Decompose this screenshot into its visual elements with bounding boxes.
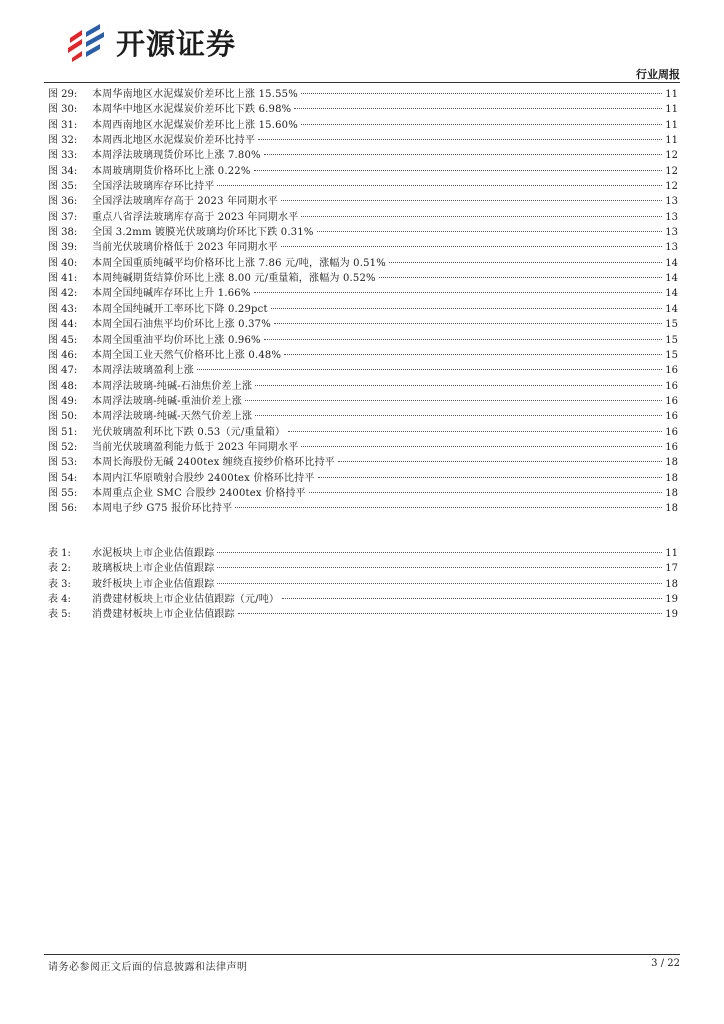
toc-entry-label: 图 37: xyxy=(48,211,78,223)
toc-dot-leader xyxy=(235,507,662,508)
toc-entry-page[interactable]: 14 xyxy=(665,273,678,285)
toc-entry-page[interactable]: 11 xyxy=(665,89,678,100)
toc-entry-title[interactable]: 本周全国石油焦平均价环比上涨 0.37% xyxy=(92,319,271,331)
toc-entry-page[interactable]: 15 xyxy=(665,334,678,346)
toc-entry-title[interactable]: 水泥板块上市企业估值跟踪 xyxy=(92,548,215,559)
toc-dot-leader xyxy=(281,246,662,247)
toc-dot-leader xyxy=(264,154,663,155)
toc-dot-leader xyxy=(284,354,662,355)
figure-toc-entry[interactable] xyxy=(44,409,682,424)
toc-entry-title[interactable]: 全国 3.2mm 镀膜光伏玻璃均价环比下跌 0.31% xyxy=(92,227,314,239)
toc-entry-label: 图 29: xyxy=(48,89,78,100)
report-type-label: 行业周报 xyxy=(636,68,680,81)
toc-entry-title[interactable]: 全国浮法玻璃库存环比持平 xyxy=(92,181,215,193)
toc-entry-title[interactable]: 本周华中地区水泥煤炭价差环比下跌 6.98% xyxy=(92,104,292,116)
toc-dot-leader xyxy=(288,431,662,432)
toc-entry-title[interactable]: 本周长海股份无碱 2400tex 缠绕直接纱价格环比持平 xyxy=(92,457,335,469)
toc-entry-page[interactable]: 16 xyxy=(665,380,678,392)
brand-mark-icon xyxy=(66,24,108,62)
toc-dot-leader xyxy=(258,139,662,140)
table-toc-entry[interactable] xyxy=(44,592,682,607)
toc-entry-title[interactable]: 光伏玻璃盈利环比下跌 0.53（元/重量箱） xyxy=(92,426,286,438)
toc-entry-label: 图 42: xyxy=(48,288,78,300)
toc-entry-page[interactable]: 11 xyxy=(665,104,678,116)
toc-entry-page[interactable]: 18 xyxy=(665,472,678,484)
toc-entry-label: 图 33: xyxy=(48,150,78,162)
toc-entry-title[interactable]: 本周玻璃期货价格环比上涨 0.22% xyxy=(92,165,251,177)
toc-entry-title[interactable]: 本周全国纯碱开工率环比下降 0.29pct xyxy=(92,303,268,315)
toc-entry-label: 图 52: xyxy=(48,441,78,453)
toc-entry-title[interactable]: 玻纤板块上市企业估值跟踪 xyxy=(92,578,215,590)
toc-entry-title[interactable]: 本周全国重油平均价环比上涨 0.96% xyxy=(92,334,261,346)
toc-entry-label: 图 40: xyxy=(48,257,78,269)
footer-disclaimer: 请务必参阅正文后面的信息披露和法律声明 xyxy=(48,962,248,973)
figure-toc-entry[interactable] xyxy=(44,87,682,102)
toc-dot-leader xyxy=(301,124,662,125)
figure-toc-entry[interactable] xyxy=(44,240,682,255)
toc-entry-page[interactable]: 15 xyxy=(665,349,678,361)
toc-entry-page[interactable]: 19 xyxy=(665,594,678,606)
toc-entry-page[interactable]: 13 xyxy=(665,196,678,208)
toc-dot-leader xyxy=(271,308,663,309)
toc-entry-page[interactable]: 18 xyxy=(665,503,678,515)
toc-entry-label: 图 49: xyxy=(48,395,78,407)
toc-entry-page[interactable]: 18 xyxy=(665,578,678,590)
toc-entry-page[interactable]: 19 xyxy=(665,609,678,621)
brand-logo xyxy=(66,22,236,63)
toc-entry-title[interactable]: 本周浮法玻璃-纯碱-重油价差上涨 xyxy=(92,395,242,407)
toc-entry-page[interactable]: 14 xyxy=(665,288,678,300)
toc-entry-label: 表 4: xyxy=(48,594,71,606)
toc-dot-leader xyxy=(301,216,662,217)
toc-entry-page[interactable]: 16 xyxy=(665,426,678,438)
toc-entry-page[interactable]: 12 xyxy=(665,165,678,177)
toc-dot-leader xyxy=(338,461,662,462)
figure-toc-entry[interactable] xyxy=(44,394,682,409)
toc-dot-leader xyxy=(254,170,663,171)
table-toc-entry[interactable] xyxy=(44,546,682,561)
table-toc-entry[interactable] xyxy=(44,607,682,622)
toc-entry-page[interactable]: 13 xyxy=(665,242,678,254)
figure-toc-entry[interactable] xyxy=(44,179,682,194)
page-header xyxy=(0,0,724,82)
toc-entry-label: 表 2: xyxy=(48,563,71,575)
figure-toc-entry[interactable] xyxy=(44,501,682,516)
page-number: 3 / 22 xyxy=(651,958,680,969)
toc-entry-page[interactable]: 16 xyxy=(665,365,678,377)
toc-dot-leader xyxy=(217,583,662,584)
figure-toc-entry[interactable] xyxy=(44,455,682,470)
brand-name: 开源证券 xyxy=(116,27,237,61)
figure-toc-entry[interactable] xyxy=(44,225,682,240)
toc-entry-page[interactable]: 15 xyxy=(665,319,678,331)
table-table-of-contents xyxy=(44,546,682,623)
toc-dot-leader xyxy=(301,446,662,447)
figure-toc-entry[interactable] xyxy=(44,333,682,348)
toc-entry-page[interactable]: 12 xyxy=(665,181,678,193)
toc-entry-page[interactable]: 16 xyxy=(665,411,678,423)
toc-entry-page[interactable]: 13 xyxy=(665,227,678,239)
toc-entry-title[interactable]: 本周重点企业 SMC 合股纱 2400tex 价格持平 xyxy=(92,487,306,499)
figure-toc-entry[interactable] xyxy=(44,363,682,378)
toc-entry-label: 图 45: xyxy=(48,334,78,346)
toc-entry-label: 图 31: xyxy=(48,119,78,131)
toc-entry-label: 图 53: xyxy=(48,457,78,469)
toc-entry-title[interactable]: 玻璃板块上市企业估值跟踪 xyxy=(92,563,215,575)
figure-toc-entry[interactable] xyxy=(44,194,682,209)
figure-toc-entry[interactable] xyxy=(44,133,682,148)
toc-dot-leader xyxy=(254,292,663,293)
toc-entry-title[interactable]: 本周全国工业天然气价格环比上涨 0.48% xyxy=(92,349,282,361)
toc-dot-leader xyxy=(309,492,662,493)
toc-entry-title[interactable]: 本周华南地区水泥煤炭价差环比上涨 15.55% xyxy=(92,89,298,100)
toc-dot-leader xyxy=(282,598,662,599)
toc-entry-title[interactable]: 本周浮法玻璃-纯碱-天然气价差上涨 xyxy=(92,411,253,423)
toc-entry-title[interactable]: 本周西南地区水泥煤炭价差环比上涨 15.60% xyxy=(92,119,298,131)
toc-entry-page[interactable]: 16 xyxy=(665,395,678,407)
toc-entry-label: 图 55: xyxy=(48,487,78,499)
toc-entry-title[interactable]: 全国浮法玻璃库存高于 2023 年同期水平 xyxy=(92,196,279,208)
toc-dot-leader xyxy=(217,185,662,186)
figure-toc-entry[interactable] xyxy=(44,118,682,133)
toc-entry-label: 表 1: xyxy=(48,548,71,559)
toc-entry-label: 图 41: xyxy=(48,273,78,285)
toc-entry-label: 表 3: xyxy=(48,578,71,590)
figure-toc-entry[interactable] xyxy=(44,286,682,301)
toc-entry-label: 图 36: xyxy=(48,196,78,208)
figure-toc-entry[interactable] xyxy=(44,317,682,332)
toc-dot-leader xyxy=(301,93,662,94)
toc-dot-leader xyxy=(379,277,663,278)
table-toc-entry[interactable] xyxy=(44,577,682,592)
toc-dot-leader xyxy=(264,339,663,340)
figure-toc-entry[interactable] xyxy=(44,471,682,486)
toc-entry-title[interactable]: 本周西北地区水泥煤炭价差环比持平 xyxy=(92,135,256,147)
toc-dot-leader xyxy=(197,369,662,370)
figure-table-of-contents xyxy=(44,87,682,517)
toc-entry-label: 图 34: xyxy=(48,165,78,177)
toc-entry-page[interactable]: 14 xyxy=(665,257,678,269)
toc-dot-leader xyxy=(217,552,662,553)
figure-toc-entry[interactable] xyxy=(44,148,682,163)
toc-dot-leader xyxy=(245,400,662,401)
header-divider xyxy=(44,82,680,83)
figure-toc-entry[interactable] xyxy=(44,210,682,225)
toc-entry-title[interactable]: 本周全国纯碱库存环比上升 1.66% xyxy=(92,288,251,300)
figure-toc-entry[interactable] xyxy=(44,164,682,179)
toc-dot-leader xyxy=(255,385,662,386)
figure-toc-entry[interactable] xyxy=(44,440,682,455)
toc-entry-label: 图 50: xyxy=(48,411,78,423)
toc-dot-leader xyxy=(294,108,662,109)
toc-entry-label: 图 48: xyxy=(48,380,78,392)
figure-toc-entry[interactable] xyxy=(44,102,682,117)
toc-entry-page[interactable]: 14 xyxy=(665,303,678,315)
toc-dot-leader xyxy=(317,231,663,232)
toc-entry-title[interactable]: 本周内江华原喷射合股纱 2400tex 价格环比持平 xyxy=(92,472,315,484)
toc-entry-page[interactable]: 12 xyxy=(665,150,678,162)
toc-dot-leader xyxy=(274,323,662,324)
toc-dot-leader xyxy=(389,262,662,263)
figure-toc-entry[interactable] xyxy=(44,302,682,317)
toc-entry-label: 图 47: xyxy=(48,365,78,377)
toc-dot-leader xyxy=(281,200,662,201)
toc-entry-label: 图 39: xyxy=(48,242,78,254)
toc-entry-label: 图 54: xyxy=(48,472,78,484)
toc-dot-leader xyxy=(238,613,662,614)
toc-dot-leader xyxy=(217,567,662,568)
toc-entry-title[interactable]: 本周全国重质纯碱平均价格环比上涨 7.86 元/吨，涨幅为 0.51% xyxy=(92,257,386,269)
toc-entry-title[interactable]: 本周浮法玻璃现货价环比上涨 7.80% xyxy=(92,150,261,162)
figure-toc-entry[interactable] xyxy=(44,256,682,271)
toc-entry-page[interactable]: 11 xyxy=(665,135,678,147)
toc-entry-page[interactable]: 18 xyxy=(665,457,678,469)
figure-toc-entry[interactable] xyxy=(44,348,682,363)
toc-entry-label: 图 43: xyxy=(48,303,78,315)
figure-toc-entry[interactable] xyxy=(44,379,682,394)
toc-entry-title[interactable]: 消费建材板块上市企业估值跟踪 xyxy=(92,609,235,621)
toc-entry-page[interactable]: 18 xyxy=(665,487,678,499)
toc-entry-page[interactable]: 16 xyxy=(665,441,678,453)
toc-entry-label: 图 51: xyxy=(48,426,78,438)
toc-entry-label: 图 44: xyxy=(48,319,78,331)
toc-dot-leader xyxy=(255,415,662,416)
toc-entry-label: 图 56: xyxy=(48,503,78,515)
figure-toc-entry[interactable] xyxy=(44,486,682,501)
toc-entry-label: 图 46: xyxy=(48,349,78,361)
toc-entry-title[interactable]: 本周电子纱 G75 报价环比持平 xyxy=(92,503,233,515)
toc-entry-title[interactable]: 当前光伏玻璃价格低于 2023 年同期水平 xyxy=(92,242,279,254)
figure-toc-entry[interactable] xyxy=(44,425,682,440)
toc-entry-title[interactable]: 本周浮法玻璃盈利上涨 xyxy=(92,365,194,377)
toc-entry-page[interactable]: 11 xyxy=(665,548,678,559)
toc-entry-label: 图 32: xyxy=(48,135,78,147)
toc-entry-title[interactable]: 本周浮法玻璃-纯碱-石油焦价差上涨 xyxy=(92,380,253,392)
toc-entry-page[interactable]: 11 xyxy=(665,119,678,131)
toc-dot-leader xyxy=(318,477,663,478)
toc-entry-label: 图 30: xyxy=(48,104,78,116)
toc-entry-page[interactable]: 13 xyxy=(665,211,678,223)
figure-toc-entry[interactable] xyxy=(44,271,682,286)
toc-entry-title[interactable]: 消费建材板块上市企业估值跟踪（元/吨） xyxy=(92,594,280,606)
footer-divider xyxy=(44,954,680,955)
toc-entry-label: 图 35: xyxy=(48,181,78,193)
toc-entry-title[interactable]: 当前光伏玻璃盈利能力低于 2023 年同期水平 xyxy=(92,441,299,453)
table-toc-entry[interactable] xyxy=(44,561,682,576)
toc-entry-page[interactable]: 17 xyxy=(665,563,678,575)
toc-entry-label: 图 38: xyxy=(48,227,78,239)
toc-entry-label: 表 5: xyxy=(48,609,71,621)
toc-entry-title[interactable]: 本周纯碱期货结算价环比上涨 8.00 元/重量箱，涨幅为 0.52% xyxy=(92,273,376,285)
toc-entry-title[interactable]: 重点八省浮法玻璃库存高于 2023 年同期水平 xyxy=(92,211,299,223)
